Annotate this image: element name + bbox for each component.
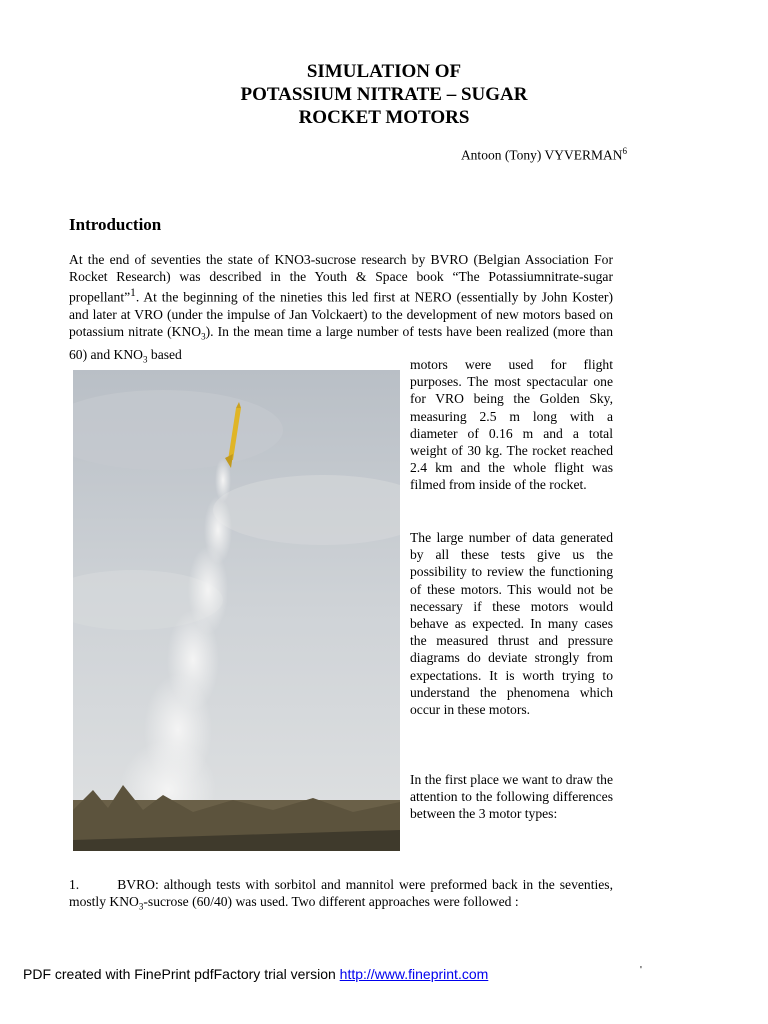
intro-text-b: . At the beginning of the nineties this led first at NERO (essentially by John Koster) and later at VRO (under the impulse of Jan Volckaert) to the development of new motors based on potassium nitrate (KNO [69,289,613,340]
author-footnote: 6 [622,146,627,156]
intro-text-a: At the end of seventies the state of KNO3-sucrose research by BVRO (Belgian Association For Rocket Research) was described in the Youth & Space book “The Potassiumnitrate-sugar propellant” [69,252,613,305]
fineprint-link[interactable]: http://www.fineprint.com [339,966,489,982]
item-text-b: -sucrose (60/40) was used. Two different approaches were followed : [143,894,519,910]
author-name: Antoon (Tony) VYVERMAN [460,147,623,163]
intro-text-d: based [147,347,182,363]
subscript: 3 [143,354,148,365]
item-number: 1. [69,877,80,892]
footnote-ref: 1 [130,287,136,300]
footer-text: PDF created with FinePrint pdfFactory trial version [23,966,340,982]
title-line-2: POTASSIUM NITRATE – SUGAR [240,84,528,105]
subscript: 3 [138,901,144,912]
section-heading: Introduction [69,215,162,234]
subscript: 3 [201,332,206,343]
footer-mark: ' [640,965,642,976]
intro-paragraph [69,251,613,369]
intro-text-c: ). In the mean time a large number of tests have been realized (more than 60) and KNO [69,324,613,363]
pdf-footer [23,966,488,982]
item-text-a: BVRO: although tests with sorbitol and mannitol were preformed back in the seventies, mostly KNO [69,877,613,910]
author [461,146,627,164]
right-paragraph-3: In the first place we want to draw the attention to the following differences between the 3 motor types: [410,772,613,822]
rocket-launch-photo [73,370,400,851]
right-paragraph-2: The large number of data generated by all these tests give us the possibility to review the functioning of these motors. This would not be necessary if these motors would behave as expected. In many cases the measured thrust and pressure diagrams do deviate strongly from expectations. It is worth trying to understand the phenomena which occur in these motors. [410,530,613,718]
title-line-1: SIMULATION OF [306,61,462,82]
paper-title [0,60,768,129]
right-paragraph-1: motors were used for flight purposes. The most spectacular one for VRO being the Golden Sky, measuring 2.5 m long with a diameter of 0.16 m and a total weight of 30 kg. The rocket reached 2.4 km and the whole flight was filmed from inside of the rocket. [410,357,613,493]
title-line-3: ROCKET MOTORS [298,107,470,128]
numbered-item-1 [69,876,613,916]
